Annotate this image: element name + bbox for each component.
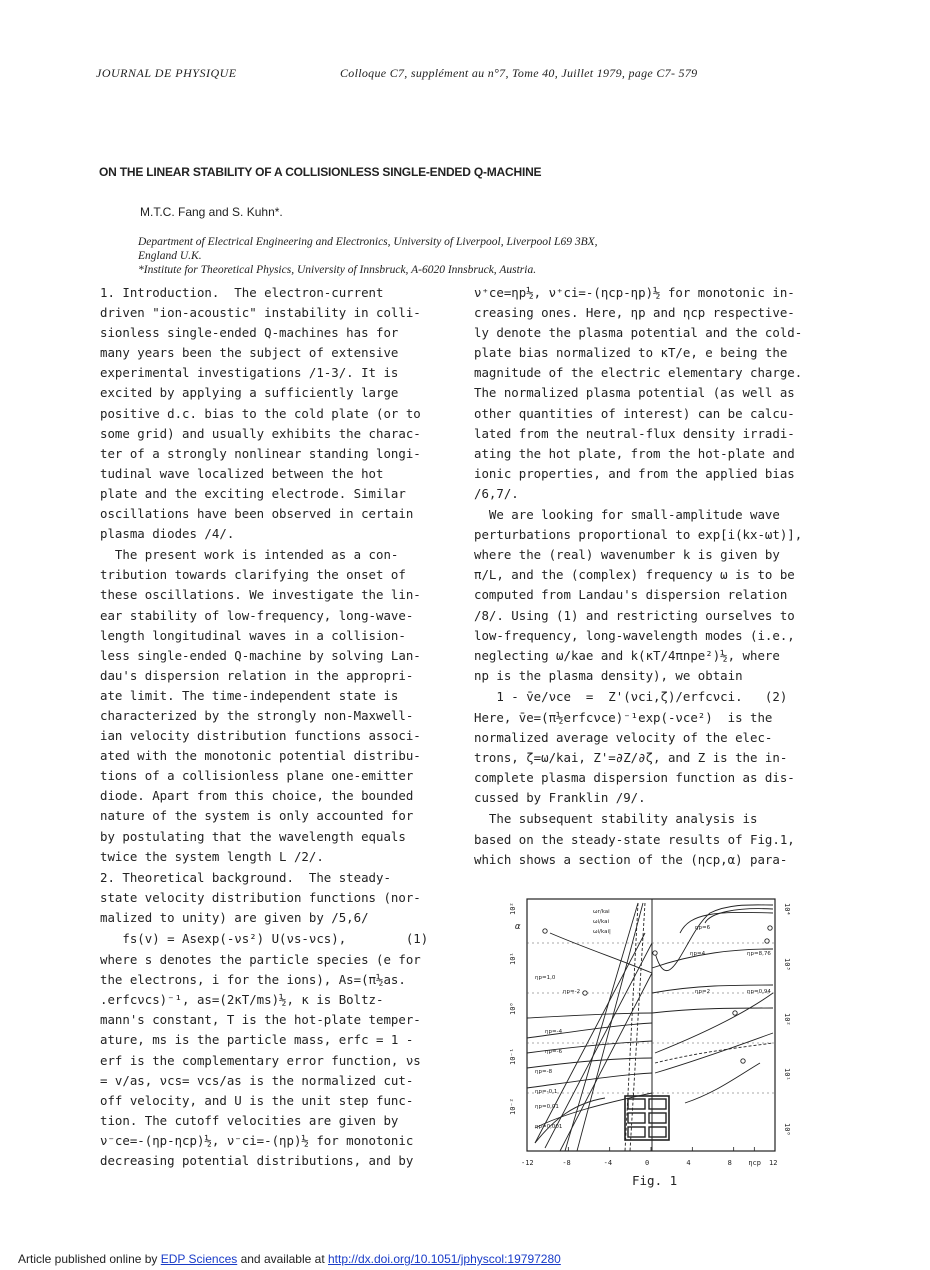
x-tick-label: 8: [727, 1159, 732, 1167]
text-line: The subsequent stability analysis is: [474, 811, 758, 827]
text-line: /8/. Using (1) and restricting ourselves to: [474, 607, 795, 623]
text-line: computed from Landau's dispersion relation: [474, 587, 788, 603]
text-line: The present work is intended as a con-: [100, 547, 399, 563]
text-line: dau's dispersion relation in the appropri-: [100, 667, 414, 683]
text-line: 1 - v̄e/νce = Z'(νci,ζ)/erfcνci. (2): [474, 688, 788, 704]
text-line: low-frequency, long-wavelength modes (i.e.,: [474, 627, 795, 643]
text-line: driven "ion-acoustic" instability in colli-: [100, 305, 421, 321]
text-line: ature, ms is the particle mass, erfc = 1 -: [100, 1032, 414, 1048]
curve-marker: [543, 929, 547, 933]
gridlines: [527, 943, 775, 1093]
text-line: .erfcνcs)⁻¹, as=(2κT/ms)½, κ is Boltz-: [100, 992, 384, 1008]
right-column: [474, 283, 834, 870]
text-line: π/L, and the (complex) frequency ω is to be: [474, 567, 795, 583]
text-line: trons, ζ=ω/kai, Z'=∂Z/∂ζ, and Z is the in-: [474, 750, 788, 766]
curve-marker: [765, 939, 769, 943]
curve-label: ηp=-0,1: [535, 1089, 558, 1095]
series-line: [527, 1013, 652, 1018]
text-line: ate limit. The time-independent state is: [100, 687, 399, 703]
series-line: [550, 933, 652, 973]
text-line: other quantities of interest) can be calcu-: [474, 405, 795, 421]
affiliations: [138, 235, 838, 277]
footer-text: Article published online by: [18, 1252, 161, 1266]
curve-marker: [583, 991, 587, 995]
text-line: cussed by Franklin /9/.: [474, 790, 646, 806]
text-line: perturbations proportional to exp[i(kx-ωt)],: [474, 527, 803, 543]
text-line: np is the plasma density), we obtain: [474, 667, 743, 683]
left-tick-label: 10¹: [509, 952, 517, 965]
footer-text: and available at: [237, 1252, 328, 1266]
right-tick-label: 10⁴: [783, 903, 791, 916]
x-tick-label: -4: [603, 1159, 613, 1167]
text-line: neglecting ω/kae and k(κT/4πnpe²)½, where: [474, 647, 780, 663]
curve-label: ηp=-2: [563, 989, 581, 995]
series-line: [655, 905, 773, 971]
text-line: We are looking for small-amplitude wave: [474, 507, 780, 523]
text-line: ian velocity distribution functions associ-: [100, 728, 421, 744]
text-line: excited by applying a sufficiently large: [100, 385, 399, 401]
text-line: malized to unity) are given by /5,6/: [100, 909, 369, 925]
series-line: [535, 933, 645, 1143]
text-line: plate and the exciting electrode. Similar: [100, 485, 406, 501]
text-line: tions of a collisionless plane one-emitter: [100, 768, 414, 784]
series-line: [680, 912, 773, 933]
curves: [527, 903, 773, 1151]
series-line: [527, 1073, 652, 1088]
text-line: erf is the complementary error function, νs: [100, 1052, 421, 1068]
paper-title: ON THE LINEAR STABILITY OF A COLLISIONLESS SINGLE-ENDED Q-MACHINE: [99, 165, 542, 179]
text-line: characterized by the strongly non-Maxwell-: [100, 707, 414, 723]
annotations: [535, 909, 771, 1130]
figure-plot: [505, 893, 795, 1183]
figure-caption: Fig. 1: [632, 1173, 678, 1188]
curve-label: ηp=-6: [545, 1049, 563, 1055]
curve-label: ηp=6: [695, 925, 711, 931]
text-line: ionic properties, and from the applied bias: [474, 465, 795, 481]
text-line: tion. The cutoff velocities are given by: [100, 1112, 399, 1128]
series-line: [560, 973, 652, 1151]
text-line: state velocity distribution functions (nor-: [100, 889, 421, 905]
text-line: by postulating that the wavelength equals: [100, 828, 406, 844]
text-line: less single-ended Q-machine by solving Lan-: [100, 647, 421, 663]
issue-info: Colloque C7, supplément au n°7, Tome 40, Juillet 1979, page C7- 579: [340, 66, 698, 80]
left-axis-label: α: [515, 922, 521, 932]
curve-label: ηp=-8: [535, 1069, 553, 1075]
x-tick-label: 12: [769, 1159, 778, 1167]
left-tick-label: 10⁻¹: [509, 1048, 517, 1065]
text-line: magnitude of the electric elementary charge.: [474, 365, 803, 381]
text-line: complete plasma dispersion function as dis-: [474, 770, 795, 786]
text-line: lated from the neutral-flux density irradi-: [474, 425, 795, 441]
text-line: The normalized plasma potential (as well as: [474, 385, 795, 401]
text-line: /6,7/.: [474, 485, 519, 501]
curve-marker: [733, 1011, 737, 1015]
left-tick-label: 10⁻²: [509, 1098, 517, 1115]
curve-label: ηp=1,0: [535, 975, 556, 981]
curve-label: ωi/kai: [593, 919, 609, 925]
left-tick-label: 10⁰: [509, 1002, 517, 1015]
x-tick-label: -12: [521, 1159, 534, 1167]
curve-label: ηp=-4: [545, 1029, 563, 1035]
text-line: where the (real) wavenumber k is given by: [474, 547, 780, 563]
text-line: plate bias normalized to κT/e, e being the: [474, 345, 788, 361]
text-line: nature of the system is only accounted for: [100, 808, 414, 824]
text-line: ated with the monotonic potential distribu-: [100, 748, 421, 764]
text-line: which shows a section of the (ηcp,α) para-: [474, 851, 788, 867]
text-line: normalized average velocity of the elec-: [474, 730, 773, 746]
right-tick-label: 10³: [783, 958, 791, 971]
affiliation-line: Department of Electrical Engineering and Electronics, University of Liverpool, Liverpool L69 3BX,: [138, 236, 598, 248]
text-line: off velocity, and U is the unit step func-: [100, 1092, 414, 1108]
affiliation-line: *Institute for Theoretical Physics, University of Innsbruck, A-6020 Innsbruck, Austria.: [138, 264, 537, 276]
series-line: [630, 903, 645, 1151]
curve-label: ηp=0,01: [535, 1104, 559, 1110]
curve-marker: [741, 1059, 745, 1063]
text-line: length longitudinal waves in a collision-: [100, 627, 406, 643]
text-line: 2. Theoretical background. The steady-: [100, 869, 391, 885]
x-tick-label: 4: [686, 1159, 691, 1167]
left-tick-label: 10²: [509, 902, 517, 915]
text-line: many years been the subject of extensive: [100, 345, 399, 361]
curve-label: ηp=0,001: [535, 1124, 563, 1130]
doi-link[interactable]: http://dx.doi.org/10.1051/jphyscol:19797280: [327, 1252, 561, 1266]
text-line: sionless single-ended Q-machines has for: [100, 325, 399, 341]
text-line: some grid) and usually exhibits the charac-: [100, 425, 421, 441]
text-line: plasma diodes /4/.: [100, 526, 235, 542]
left-column: [100, 283, 456, 1171]
curve-label: ηp=2: [695, 989, 711, 995]
text-line: = v/as, νcs= vcs/as is the normalized cut-: [100, 1072, 414, 1088]
curve-marker: [768, 926, 772, 930]
publisher-link[interactable]: EDP Sciences: [160, 1252, 238, 1266]
text-line: mann's constant, T is the hot-plate temper-: [100, 1012, 421, 1028]
text-line: experimental investigations /1-3/. It is: [100, 365, 399, 381]
text-line: the electrons, i for the ions), As=(π½as.: [100, 972, 406, 988]
x-tick-label: ηcp: [748, 1159, 761, 1167]
text-line: diode. Apart from this choice, the bounded: [100, 788, 414, 804]
curve-label: ηp=0,94: [747, 989, 771, 995]
text-line: these oscillations. We investigate the lin-: [100, 587, 421, 603]
text-line: 1. Introduction. The electron-current: [100, 285, 384, 300]
text-line: ν⁻ce=-(ηp-ηcp)½, ν⁻ci=-(ηp)½ for monotonic: [100, 1132, 414, 1148]
text-line: tribution towards clarifying the onset of: [100, 567, 406, 583]
footer: [18, 1252, 561, 1266]
text-line: fs(v) = Asexp(-νs²) U(νs-νcs), (1): [100, 931, 429, 946]
curve-label: ηp=4: [690, 951, 706, 957]
text-line: ear stability of low-frequency, long-wave-: [100, 607, 414, 623]
affiliation-line: England U.K.: [138, 250, 202, 262]
right-tick-label: 10¹: [783, 1068, 791, 1081]
journal-name: JOURNAL DE PHYSIQUE: [96, 66, 237, 80]
text-line: tudinal wave localized between the hot: [100, 465, 384, 481]
text-line: Here, v̄e=(π½erfcνce)⁻¹exp(-νce²) is the: [474, 709, 773, 725]
series-line: [655, 993, 773, 1053]
right-tick-label: 10⁰: [783, 1123, 791, 1136]
figure-1: [505, 893, 795, 1183]
text-line: where s denotes the particle species (e for: [100, 952, 421, 968]
series-line: [652, 1008, 773, 1013]
curve-label: ηp=8,76: [747, 951, 771, 957]
x-tick-label: -8: [562, 1159, 571, 1167]
authors: M.T.C. Fang and S. Kuhn*.: [140, 205, 283, 219]
text-line: based on the steady-state results of Fig.1,: [474, 831, 795, 847]
curve-label: ωr/kai: [593, 909, 610, 915]
curve-label: ωi/kai|: [593, 929, 611, 935]
text-line: positive d.c. bias to the cold plate (or to: [100, 405, 421, 421]
text-line: ν⁺ce=ηp½, ν⁺ci=-(ηcp-ηp)½ for monotonic in-: [474, 285, 795, 300]
text-line: ter of a strongly nonlinear standing longi-: [100, 445, 421, 461]
curve-marker: [653, 951, 657, 955]
text-line: decreasing potential distributions, and by: [100, 1153, 414, 1169]
text-line: oscillations have been observed in certain: [100, 506, 414, 522]
x-tick-label: 0: [645, 1159, 650, 1167]
text-line: ating the hot plate, from the hot-plate and: [474, 445, 795, 461]
right-tick-label: 10²: [783, 1013, 791, 1026]
series-line: [655, 1033, 773, 1073]
series-line: [685, 1063, 760, 1103]
text-line: creasing ones. Here, ηp and ηcp respective-: [474, 305, 795, 321]
text-line: twice the system length L /2/.: [100, 848, 324, 864]
text-line: ly denote the plasma potential and the cold-: [474, 325, 803, 341]
